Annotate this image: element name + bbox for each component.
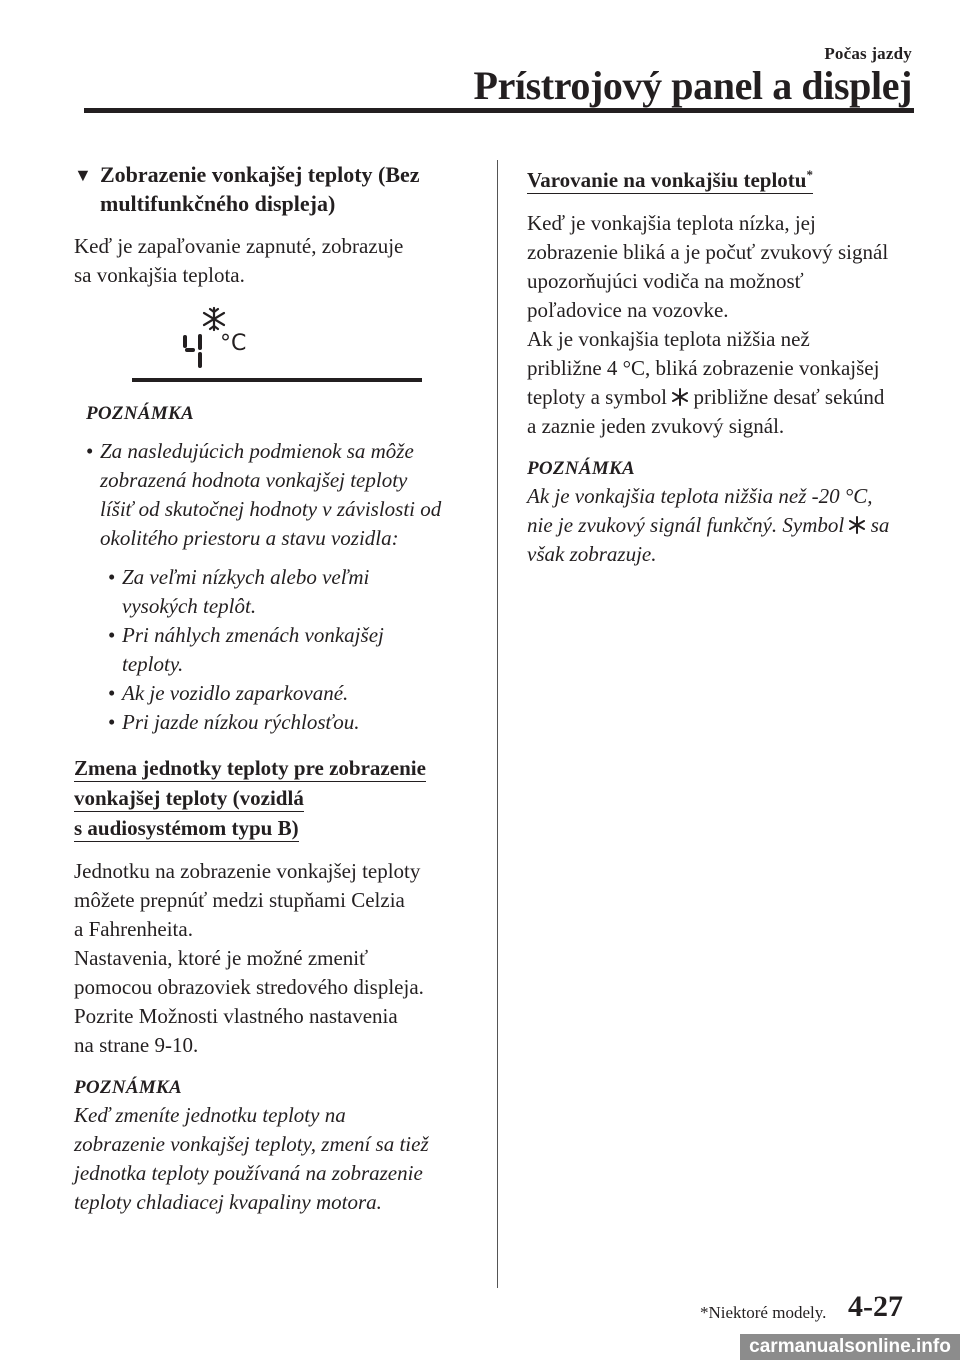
temperature-display-illustration xyxy=(132,290,422,390)
unit-change-text: Jednotku na zobrazenie vonkajšej teploty môžete prepnúť medzi stupňami Celzia a Fahrenheita. Nastavenia, ktoré je možné zmeniť pomocou obrazoviek stredového displeja. Pozrite Možnosti vlastného nastavenia na strane 9-10. xyxy=(74,859,424,1057)
heading-line-2: multifunkčného displeja) xyxy=(100,191,336,216)
note-title: POZNÁMKA xyxy=(74,1077,182,1098)
column-divider xyxy=(497,160,498,1288)
note-bullet: • Za nasledujúcich podmienok sa môže zobrazená hodnota vonkajšej teploty líšiť od skutočnej hodnoty v závislosti od okolitého priestoru a stavu vozidla: xyxy=(74,437,474,553)
chapter-title: Prístrojový panel a displej xyxy=(473,63,912,108)
note-text: Keď zmeníte jednotku teploty na zobrazenie vonkajšej teploty, zmení sa tiež jednotka teploty používaná na zobrazenie teploty chladiacej kvapaliny motora. xyxy=(74,1103,429,1214)
intro-text: Keď je zapaľovanie zapnuté, zobrazuje sa vonkajšia teplota. xyxy=(74,234,404,287)
bullet-dot-icon: • xyxy=(108,565,116,589)
display-baseline xyxy=(132,378,422,382)
digit-four-segments xyxy=(183,334,202,368)
list-item: • Pri jazde nízkou rýchlosťou. xyxy=(74,708,474,737)
list-item: • Ak je vozidlo zaparkované. xyxy=(74,679,474,708)
warning-text: Keď je vonkajšia teplota nízka, jej zobrazenie bliká a je počuť zvukový signál upozorňujúci vodiča na možnosť poľadovice na vozovke. Ak je vonkajšia teplota nižšia než približne 4 °C, bliká zobrazenie vonkajšej teploty a symbol približne desať sekúnd a zaznie jeden zvukový signál. xyxy=(527,211,889,438)
section-label: Počas jazdy xyxy=(824,44,912,63)
right-column xyxy=(527,160,919,569)
bullet-dot-icon: • xyxy=(108,623,116,647)
list-item: • Pri náhlych zmenách vonkajšej teploty. xyxy=(74,621,474,679)
unit-label: °C xyxy=(220,331,247,356)
snowflake-icon xyxy=(672,388,688,406)
footnote: *Niektoré modely. xyxy=(700,1303,827,1322)
warning-heading: Varovanie na vonkajšiu teplotu* xyxy=(527,167,813,192)
list-item: • Za veľmi nízkych alebo veľmi vysokých teplôt. xyxy=(74,563,474,621)
left-column xyxy=(74,160,474,1217)
bullet-dot-icon: • xyxy=(108,710,116,734)
temperature-display-graphic xyxy=(132,290,422,390)
snowflake-icon xyxy=(204,308,224,330)
note-title: POZNÁMKA xyxy=(86,403,194,424)
note-title: POZNÁMKA xyxy=(527,458,635,479)
bullet-dot-icon: • xyxy=(86,439,94,463)
snowflake-icon xyxy=(849,516,865,534)
note-text: Ak je vonkajšia teplota nižšia než -20 °C, nie je zvukový signál funkčný. Symbol sa však zobrazuje. xyxy=(527,484,890,566)
triangle-marker-icon: ▼ xyxy=(74,165,92,185)
header-rule xyxy=(84,108,914,113)
heading-line-1: Zobrazenie vonkajšej teploty (Bez xyxy=(100,162,420,187)
footnote-mark: * xyxy=(806,167,813,182)
bullet-dot-icon: • xyxy=(108,681,116,705)
section-heading xyxy=(74,160,474,218)
watermark: carmanualsonline.info xyxy=(740,1334,960,1360)
subsection-heading: Zmena jednotky teploty pre zobrazenie vonkajšej teploty (vozidlá s audiosystémom typu B) xyxy=(74,756,426,840)
page-number: 4-27 xyxy=(848,1290,903,1323)
